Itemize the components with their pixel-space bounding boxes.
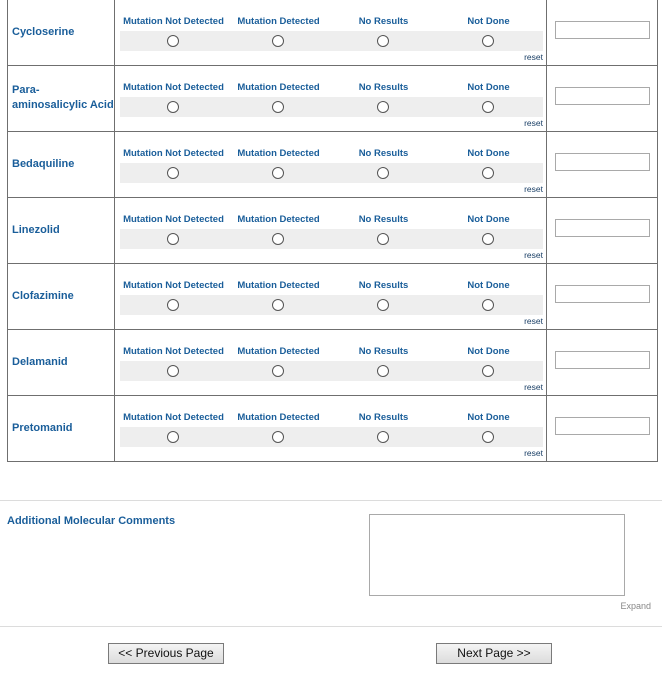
- result-radio[interactable]: [272, 101, 284, 113]
- result-radio[interactable]: [482, 167, 494, 179]
- result-radio[interactable]: [167, 365, 179, 377]
- reset-link[interactable]: reset: [524, 448, 543, 458]
- value-input[interactable]: [555, 285, 650, 303]
- value-cell: [547, 263, 658, 329]
- value-cell: [547, 0, 658, 65]
- result-radio[interactable]: [167, 35, 179, 47]
- option-header: Mutation Detected: [237, 148, 320, 159]
- option-header: Mutation Not Detected: [123, 346, 224, 357]
- result-radio[interactable]: [377, 365, 389, 377]
- option-header: Mutation Not Detected: [123, 280, 224, 291]
- result-radio[interactable]: [377, 35, 389, 47]
- result-radio[interactable]: [272, 299, 284, 311]
- drug-name: Para-aminosalicylic Acid: [8, 65, 115, 131]
- drug-row: [8, 197, 658, 263]
- option-header: No Results: [358, 16, 409, 28]
- option-header: Mutation Not Detected: [123, 214, 224, 225]
- value-input[interactable]: [555, 351, 650, 369]
- next-page-button[interactable]: Next Page >>: [436, 643, 552, 664]
- result-radio[interactable]: [377, 167, 389, 179]
- result-radio[interactable]: [482, 101, 494, 113]
- reset-link[interactable]: reset: [524, 382, 543, 392]
- value-input[interactable]: [555, 153, 650, 171]
- option-header: Mutation Not Detected: [123, 412, 224, 423]
- option-header: Mutation Detected: [237, 16, 320, 28]
- value-cell: [547, 395, 658, 461]
- result-radio[interactable]: [272, 35, 284, 47]
- option-header: Mutation Detected: [237, 82, 320, 93]
- drug-row: [8, 395, 658, 461]
- drug-row: [8, 329, 658, 395]
- result-radio[interactable]: [272, 431, 284, 443]
- result-radio[interactable]: [482, 233, 494, 245]
- value-cell: [547, 131, 658, 197]
- result-options: [115, 395, 547, 461]
- result-radio[interactable]: [167, 167, 179, 179]
- drug-name: Linezolid: [8, 197, 115, 263]
- option-header: No Results: [358, 148, 409, 159]
- section-divider: [0, 500, 662, 501]
- option-header: Not Done: [467, 412, 510, 423]
- result-radio[interactable]: [482, 365, 494, 377]
- footer-divider: [0, 626, 662, 627]
- result-options: [115, 0, 547, 65]
- reset-link[interactable]: reset: [524, 118, 543, 128]
- drug-name: Clofazimine: [8, 263, 115, 329]
- result-radio[interactable]: [272, 365, 284, 377]
- result-radio[interactable]: [482, 431, 494, 443]
- result-radio[interactable]: [272, 167, 284, 179]
- result-radio[interactable]: [167, 299, 179, 311]
- result-radio[interactable]: [482, 299, 494, 311]
- result-options: [115, 329, 547, 395]
- option-header: Mutation Not Detected: [123, 82, 224, 93]
- option-header: Not Done: [467, 346, 510, 357]
- option-header: Mutation Not Detected: [123, 148, 224, 159]
- drug-name: Bedaquiline: [8, 131, 115, 197]
- drug-name: Cycloserine: [8, 0, 115, 65]
- value-input[interactable]: [555, 417, 650, 435]
- result-radio[interactable]: [377, 431, 389, 443]
- option-header: Not Done: [467, 214, 510, 225]
- result-radio[interactable]: [377, 101, 389, 113]
- drug-name: Delamanid: [8, 329, 115, 395]
- option-header: No Results: [358, 346, 409, 357]
- result-radio[interactable]: [167, 431, 179, 443]
- option-header: Mutation Detected: [237, 280, 320, 291]
- result-options: [115, 263, 547, 329]
- reset-link[interactable]: reset: [524, 316, 543, 326]
- option-header: Mutation Detected: [237, 346, 320, 357]
- value-input[interactable]: [555, 87, 650, 105]
- drug-row: [8, 131, 658, 197]
- option-header: Mutation Detected: [237, 412, 320, 423]
- reset-link[interactable]: reset: [524, 250, 543, 260]
- value-cell: [547, 65, 658, 131]
- option-header: No Results: [358, 412, 409, 423]
- option-header: Not Done: [467, 82, 510, 93]
- option-header: Mutation Detected: [237, 214, 320, 225]
- drug-name: Pretomanid: [8, 395, 115, 461]
- value-cell: [547, 329, 658, 395]
- drug-row: [8, 263, 658, 329]
- option-header: Not Done: [467, 16, 510, 28]
- result-radio[interactable]: [377, 233, 389, 245]
- result-radio[interactable]: [377, 299, 389, 311]
- drug-row: [8, 65, 658, 131]
- result-radio[interactable]: [272, 233, 284, 245]
- drug-results-table: [7, 0, 658, 462]
- result-options: [115, 197, 547, 263]
- option-header: No Results: [358, 82, 409, 93]
- value-cell: [547, 197, 658, 263]
- option-header: Not Done: [467, 280, 510, 291]
- option-header: No Results: [358, 280, 409, 291]
- previous-page-button[interactable]: << Previous Page: [108, 643, 224, 664]
- drug-row: [8, 0, 658, 65]
- comments-label: Additional Molecular Comments: [7, 515, 176, 527]
- reset-link[interactable]: reset: [524, 184, 543, 194]
- result-options: [115, 65, 547, 131]
- option-header: Mutation Not Detected: [123, 16, 224, 28]
- value-input[interactable]: [555, 219, 650, 237]
- result-radio[interactable]: [167, 101, 179, 113]
- reset-link[interactable]: reset: [524, 52, 543, 63]
- value-input[interactable]: [555, 21, 650, 39]
- result-options: [115, 131, 547, 197]
- comments-textarea[interactable]: [369, 514, 625, 596]
- option-header: No Results: [358, 214, 409, 225]
- option-header: Not Done: [467, 148, 510, 159]
- result-radio[interactable]: [482, 35, 494, 47]
- expand-link[interactable]: Expand: [620, 601, 651, 611]
- result-radio[interactable]: [167, 233, 179, 245]
